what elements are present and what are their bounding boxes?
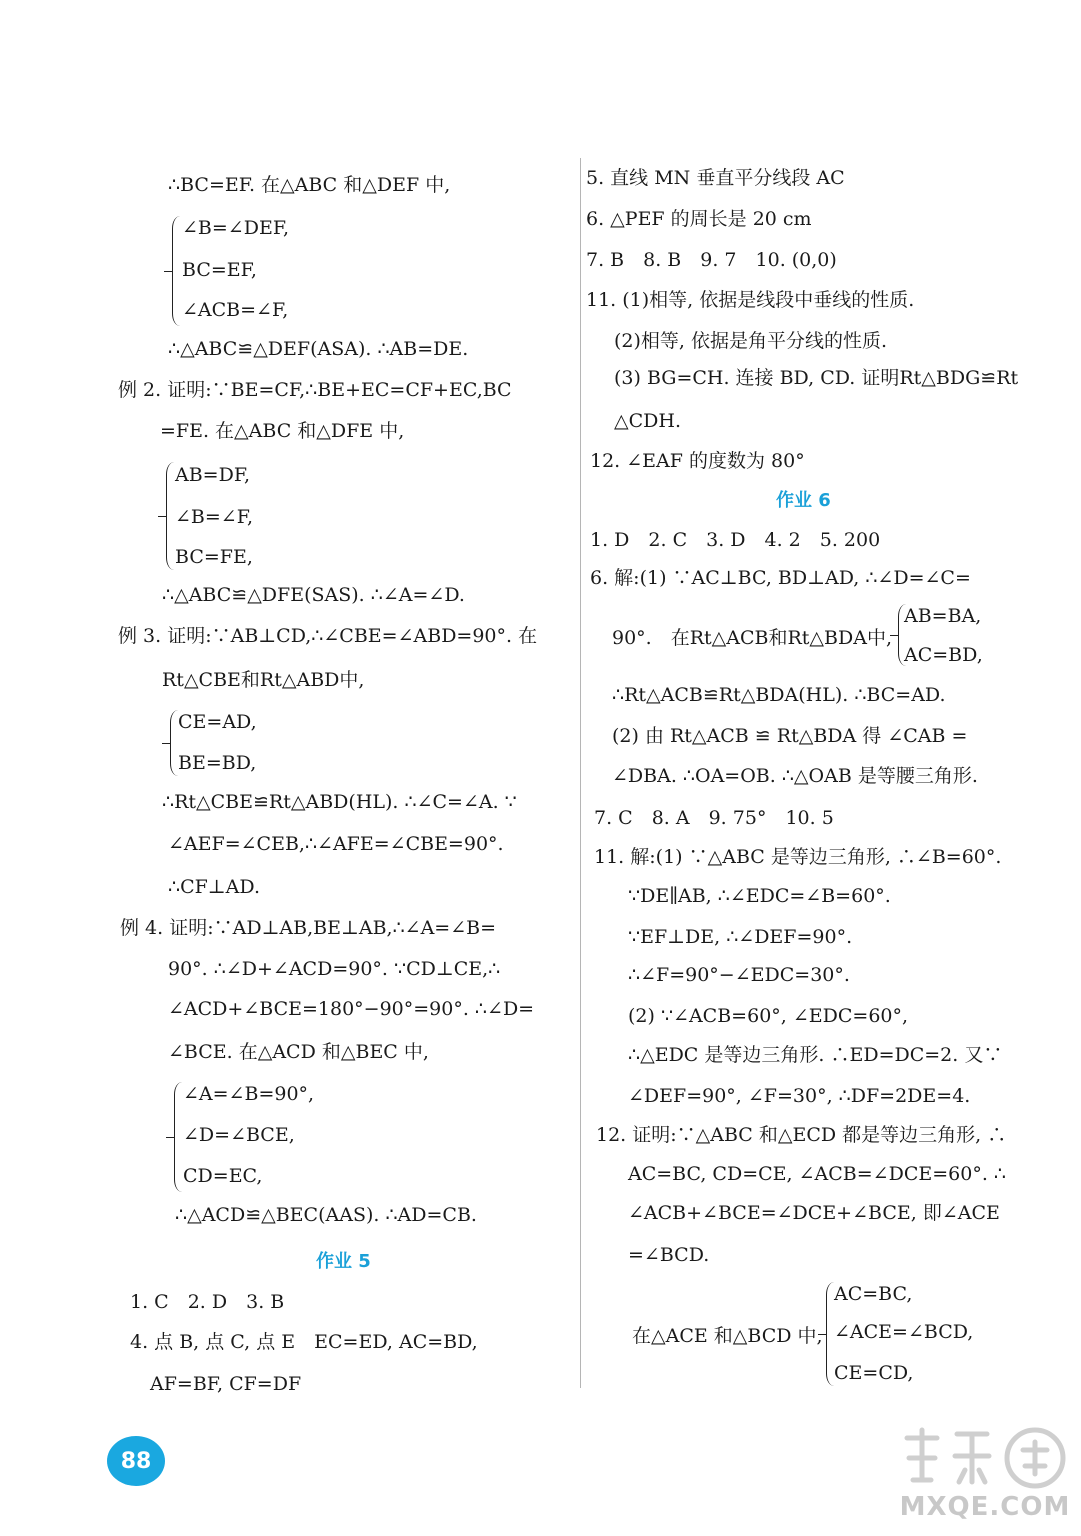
text-line: ∴CF⊥AD. xyxy=(168,876,260,898)
column-divider xyxy=(580,158,581,1388)
answer-line: AF=BF, CF=DF xyxy=(150,1373,302,1395)
answer-line: 11. (1)相等, 依据是线段中垂线的性质. xyxy=(586,289,915,311)
equation-line: CE=CD, xyxy=(834,1362,914,1384)
answer-line: ∠ACB+∠BCE=∠DCE+∠BCE, 即∠ACE xyxy=(628,1202,1000,1224)
equation-line: BE=BD, xyxy=(178,752,257,774)
watermark xyxy=(895,1420,1075,1530)
text-line: ∴△ACD≌△BEC(AAS). ∴AD=CB. xyxy=(175,1204,477,1226)
answer-line: 1. D 2. C 3. D 4. 2 5. 200 xyxy=(590,529,881,551)
equation-line: ∠A=∠B=90°, xyxy=(183,1083,315,1105)
text-line: ∴△ABC≌△DFE(SAS). ∴∠A=∠D. xyxy=(162,584,465,606)
answer-line: ∠DBA. ∴OA=OB. ∴△OAB 是等腰三角形. xyxy=(612,765,978,787)
text-line: ∠AEF=∠CEB,∴∠AFE=∠CBE=90°. xyxy=(168,833,504,855)
system-brace xyxy=(166,462,174,570)
text-line: ∠BCE. 在△ACD 和△BEC 中, xyxy=(168,1041,429,1063)
equation-line: AB=DF, xyxy=(175,464,251,486)
text-line: ∴BC=EF. 在△ABC 和△DEF 中, xyxy=(168,174,451,196)
text-line: ∴△ABC≌△DEF(ASA). ∴AB=DE. xyxy=(168,338,469,360)
equation-line: ∠B=∠F, xyxy=(175,506,253,528)
answer-line: 12. ∠EAF 的度数为 80° xyxy=(590,450,805,472)
page-number: 88 xyxy=(120,1448,152,1474)
system-brace xyxy=(170,710,178,776)
equation-line: AC=BD, xyxy=(904,644,983,666)
answer-line: ∴Rt△ACB≌Rt△BDA(HL). ∴BC=AD. xyxy=(612,684,946,706)
text-line: =FE. 在△ABC 和△DFE 中, xyxy=(160,420,405,442)
equation-line: BC=FE, xyxy=(175,546,253,568)
text-line: ∴Rt△CBE≌Rt△ABD(HL). ∴∠C=∠A. ∵ xyxy=(162,791,517,813)
text-line: ∠ACD+∠BCE=180°−90°=90°. ∴∠D= xyxy=(168,998,535,1020)
answer-line: ∵EF⊥DE, ∴∠DEF=90°. xyxy=(628,926,853,948)
system-brace xyxy=(172,216,180,326)
answer-line: (2) ∵∠ACB=60°, ∠EDC=60°, xyxy=(628,1005,909,1027)
example-2-line: 例 2. 证明:∵BE=CF,∴BE+EC=CF+EC,BC xyxy=(118,379,512,401)
answer-line: ∵DE∥AB, ∴∠EDC=∠B=60°. xyxy=(628,885,891,907)
equation-line: ∠ACE=∠BCD, xyxy=(834,1321,974,1343)
example-3-line: 例 3. 证明:∵AB⊥CD,∴∠CBE=∠ABD=90°. 在 xyxy=(118,625,538,647)
answer-line: 7. C 8. A 9. 75° 10. 5 xyxy=(594,807,834,829)
answer-line: (3) BG=CH. 连接 BD, CD. 证明Rt△BDG≌Rt xyxy=(614,367,1019,389)
answer-line: (2) 由 Rt△ACB ≌ Rt△BDA 得 ∠CAB = xyxy=(612,725,968,747)
equation-line: CE=AD, xyxy=(178,711,257,733)
equation-line: ∠D=∠BCE, xyxy=(183,1124,295,1146)
equation-line: AB=BA, xyxy=(904,605,982,627)
equation-line: CD=EC, xyxy=(183,1165,263,1187)
answer-line: 5. 直线 MN 垂直平分线段 AC xyxy=(586,167,845,189)
page-number-badge xyxy=(107,1436,165,1486)
answer-line: ∴∠F=90°−∠EDC=30°. xyxy=(628,964,850,986)
answer-line: (2)相等, 依据是角平分线的性质. xyxy=(614,330,888,352)
answer-line: 12. 证明:∵△ABC 和△ECD 都是等边三角形, ∴ xyxy=(596,1124,1007,1146)
section-heading-homework-6: 作业 6 xyxy=(776,490,831,511)
text-line: Rt△CBE和Rt△ABD中, xyxy=(162,669,365,691)
watermark-text: MXQE.COM xyxy=(899,1492,1071,1522)
answer-line: ∠DEF=90°, ∠F=30°, ∴DF=2DE=4. xyxy=(628,1085,971,1107)
equation-line: BC=EF, xyxy=(182,259,257,281)
answer-line: 4. 点 B, 点 C, 点 E EC=ED, AC=BD, xyxy=(130,1331,478,1353)
watermark-logo-icon xyxy=(895,1420,1075,1495)
answer-line: 7. B 8. B 9. 7 10. (0,0) xyxy=(586,249,837,271)
equation-line: AC=BC, xyxy=(834,1283,913,1305)
answer-line: 6. 解:(1) ∵AC⊥BC, BD⊥AD, ∴∠D=∠C= xyxy=(590,567,971,589)
equation-line: ∠ACB=∠F, xyxy=(182,299,289,321)
section-heading-homework-5: 作业 5 xyxy=(316,1251,371,1272)
answer-line: AC=BC, CD=CE, ∠ACB=∠DCE=60°. ∴ xyxy=(628,1163,1006,1185)
answer-line: ∴△EDC 是等边三角形. ∴ED=DC=2. 又∵ xyxy=(628,1044,1003,1066)
answer-line: 11. 解:(1) ∵△ABC 是等边三角形, ∴∠B=60°. xyxy=(594,846,1002,868)
equation-line: ∠B=∠DEF, xyxy=(182,217,290,239)
answer-line: =∠BCD. xyxy=(628,1244,710,1266)
system-brace xyxy=(826,1282,834,1386)
answer-line: 90°. 在Rt△ACB和Rt△BDA中, xyxy=(612,627,892,649)
answer-line: 1. C 2. D 3. B xyxy=(130,1291,285,1313)
system-brace xyxy=(174,1082,182,1192)
answer-line: 在△ACE 和△BCD 中, xyxy=(632,1325,823,1347)
text-line: 90°. ∴∠D+∠ACD=90°. ∵CD⊥CE,∴ xyxy=(168,958,501,980)
answer-line: △CDH. xyxy=(614,410,681,432)
example-4-line: 例 4. 证明:∵AD⊥AB,BE⊥AB,∴∠A=∠B= xyxy=(120,917,497,939)
answer-line: 6. △PEF 的周长是 20 cm xyxy=(586,208,812,230)
